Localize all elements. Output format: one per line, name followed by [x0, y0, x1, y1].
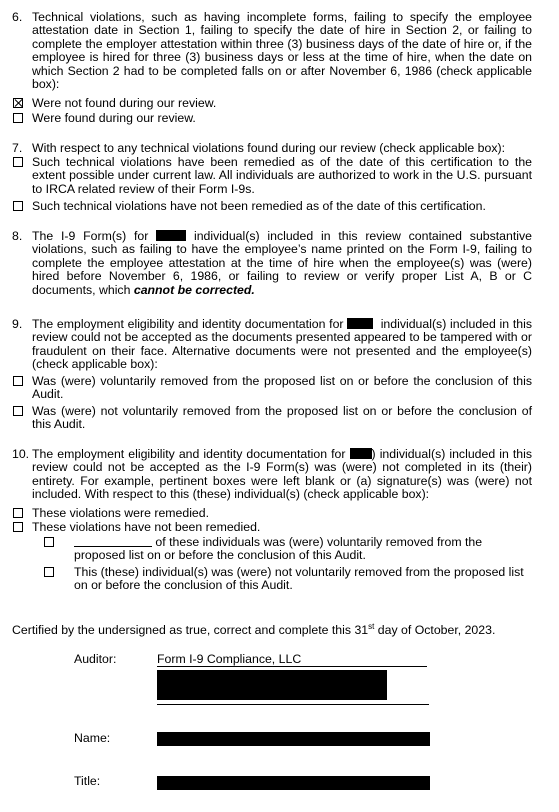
item-9-text: The employment eligibility and identity documentation for individual(s) included in this review could not be accepted as the documents presented appeared to be tampered with or fraudulent on their face. Alternative documents were not presented and the employee(s) (check applicable box):: [32, 317, 532, 372]
item-10-text: The employment eligibility and identity documentation for ) individual(s) included in this review could not be accepted as the I-9 Form(s) was (were) not completed in its (their) entirety. For example, pertinent boxes were left blank or (a) signature(s) was (were) not included. With respect to this (these) individual(s) (check applicable box):: [32, 447, 532, 502]
title-label: Title:: [74, 774, 101, 788]
item-9-option-2: [12, 405, 532, 432]
redacted-signature: [157, 670, 387, 700]
item-6-option-2: [12, 112, 532, 125]
signature-line: [157, 704, 429, 705]
name-label: Name:: [74, 731, 111, 745]
item-10-option-1: [12, 507, 532, 520]
option-label: Were not found during our review.: [32, 96, 217, 110]
auditor-underline: [157, 666, 427, 667]
checkbox[interactable]: [13, 113, 23, 123]
checkbox[interactable]: [13, 201, 23, 211]
item-6-text: Technical violations, such as having incomplete forms, failing to specify the employee attestation date in Section 1, failing to specify the date of hire in Section 2, or failing to complete the employer attestation within three (3) business days of the date of hire or, if the employee is hired for three (3) business days or less at the time of hire, when the date on which Section 2 had to be completed falls on or after November 6, 1986 (check applicable box):: [32, 10, 532, 92]
redacted-title: [157, 776, 430, 790]
option-label: Was (were) not voluntarily removed from the proposed list on or before the conclusion of this Audit.: [32, 404, 532, 432]
auditor-value: Form I-9 Compliance, LLC: [157, 652, 302, 666]
checkbox[interactable]: [13, 376, 23, 386]
option-label: of these individuals was (were) voluntarily removed from the proposed list on or before the conclusion of this Audit.: [74, 535, 483, 563]
item-7: [12, 142, 532, 155]
item-number: 6.: [12, 10, 23, 24]
checkbox[interactable]: [44, 537, 54, 547]
item-7-option-1: [12, 156, 532, 196]
option-label: Were found during our review.: [32, 111, 196, 125]
item-number: 8.: [12, 229, 23, 243]
item-10-option-2: [12, 521, 532, 534]
checkbox[interactable]: [13, 406, 23, 416]
redaction: [156, 230, 186, 241]
item-7-option-2: [12, 200, 532, 213]
option-label: Was (were) voluntarily removed from the proposed list on or before the conclusion of this Audit.: [32, 374, 532, 402]
certification-statement: Certified by the undersigned as true, correct and complete this 31st day of October, 2023.: [12, 621, 496, 637]
checkbox[interactable]: [13, 157, 23, 167]
item-10: [12, 448, 532, 502]
item-number: 10.: [12, 447, 30, 461]
item-9: [12, 318, 532, 372]
option-label: Such technical violations have not been remedied as of the date of this certification.: [32, 199, 486, 213]
option-label: These violations were remedied.: [32, 506, 210, 520]
redaction: [347, 318, 373, 329]
option-label: Such technical violations have been remedied as of the date of this certification to the extent possible under current law. All individuals are authorized to work in the U.S. pursuant to IRCA related review of their Form I-9s.: [32, 155, 532, 196]
item-10-sub-option-1: [12, 536, 532, 563]
item-10-sub-option-2: [12, 566, 532, 593]
item-number: 9.: [12, 317, 23, 331]
checkbox[interactable]: [13, 522, 23, 532]
option-label: These violations have not been remedied.: [32, 520, 261, 534]
redaction: [350, 448, 372, 459]
option-label: This (these) individual(s) was (were) not voluntarily removed from the proposed list on or before the conclusion of this Audit.: [74, 565, 524, 593]
blank-line: [74, 536, 152, 547]
item-number: 7.: [12, 141, 23, 155]
item-8-text: The I-9 Form(s) for individual(s) included in this review contained substantive violations, such as failing to have the employee’s name printed on the Form I-9, failing to complete the employee attestation at the time of hire when the employee(s) was (were) hired before November 6, 1986, or failing to review or verify proper List A, B or C documents, which cannot be corrected.: [32, 229, 532, 297]
item-9-option-1: [12, 375, 532, 402]
item-6: [12, 11, 532, 91]
item-8: [12, 230, 532, 297]
item-6-option-1: [12, 97, 532, 110]
checkbox[interactable]: [13, 508, 23, 518]
redacted-name: [157, 732, 430, 746]
item-7-text: With respect to any technical violations found during our review (check applicable box):: [32, 141, 505, 155]
checkbox[interactable]: [44, 567, 54, 577]
checkbox-checked[interactable]: [13, 98, 23, 108]
auditor-label: Auditor:: [74, 652, 117, 666]
